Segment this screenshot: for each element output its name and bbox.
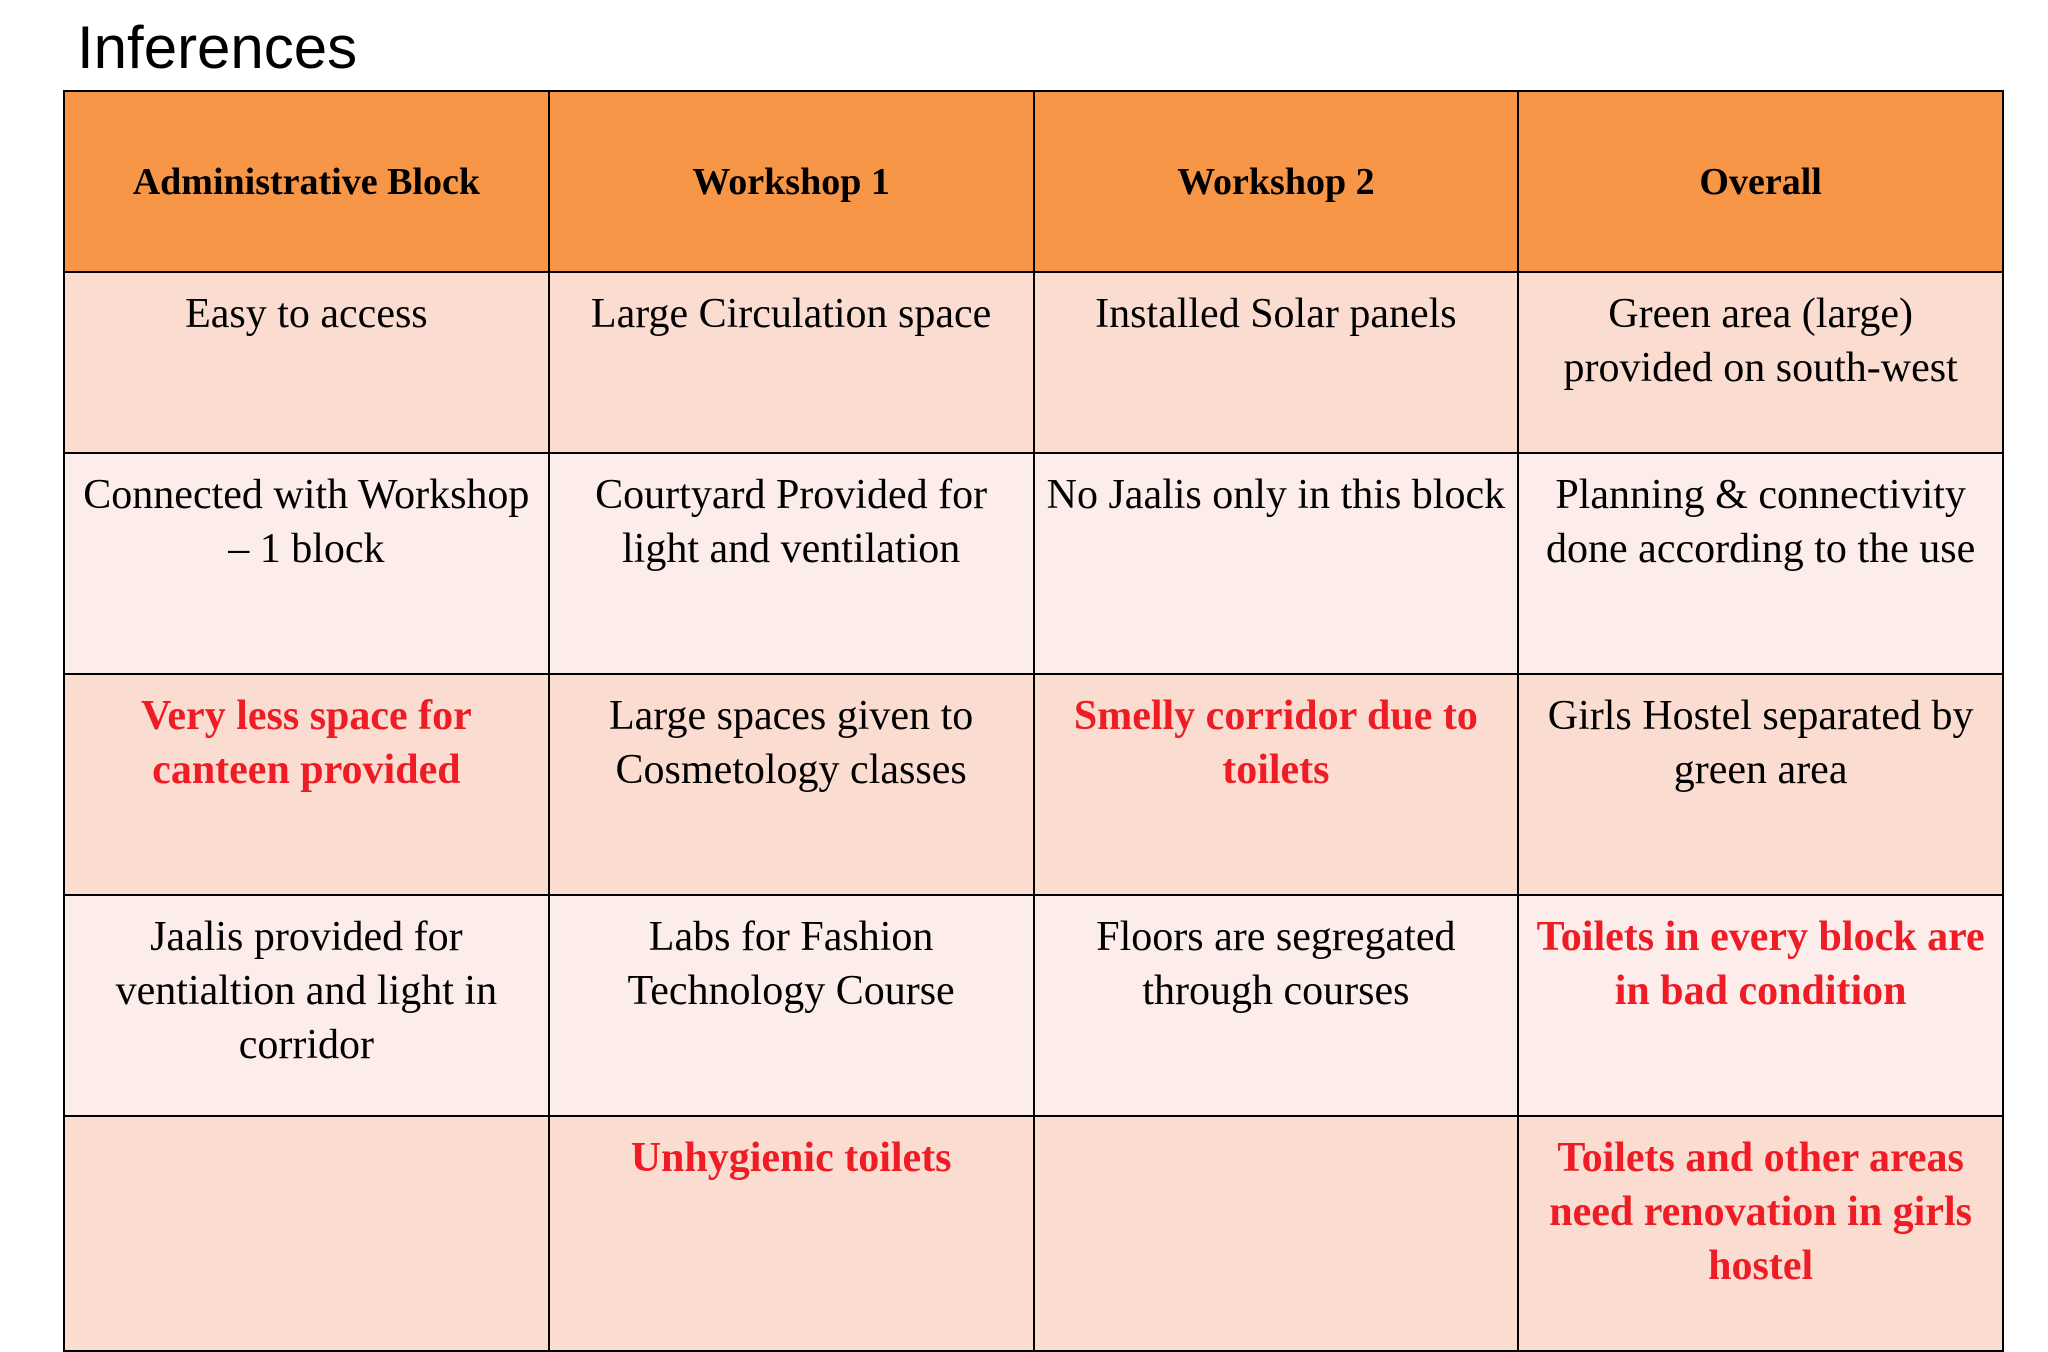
table-cell: Connected with Workshop – 1 block: [64, 453, 549, 674]
table-cell: Planning & connectivity done according to the use: [1518, 453, 2003, 674]
table-cell: Very less space for canteen provided: [64, 674, 549, 895]
inferences-table: [63, 90, 2004, 1352]
table-cell: Green area (large) provided on south-west: [1518, 272, 2003, 453]
table-cell: Smelly corridor due to toilets: [1034, 674, 1519, 895]
table-cell: Toilets and other areas need renovation in girls hostel: [1518, 1116, 2003, 1351]
table-row: [64, 272, 2003, 453]
table-cell: [1034, 1116, 1519, 1351]
table-cell: Large spaces given to Cosmetology classes: [549, 674, 1034, 895]
header-workshop-1: Workshop 1: [549, 91, 1034, 272]
table-cell: Unhygienic toilets: [549, 1116, 1034, 1351]
table-cell: Jaalis provided for ventialtion and light in corridor: [64, 895, 549, 1116]
header-overall: Overall: [1518, 91, 2003, 272]
header-workshop-2: Workshop 2: [1034, 91, 1519, 272]
table-cell: Easy to access: [64, 272, 549, 453]
header-administrative-block: Administrative Block: [64, 91, 549, 272]
table-row: [64, 453, 2003, 674]
header-row: [64, 91, 2003, 272]
table-cell: Courtyard Provided for light and ventilation: [549, 453, 1034, 674]
table-cell: Installed Solar panels: [1034, 272, 1519, 453]
table-cell: No Jaalis only in this block: [1034, 453, 1519, 674]
table-cell: [64, 1116, 549, 1351]
table-cell: Large Circulation space: [549, 272, 1034, 453]
table-cell: Toilets in every block are in bad condition: [1518, 895, 2003, 1116]
table-cell: Labs for Fashion Technology Course: [549, 895, 1034, 1116]
table-cell: Girls Hostel separated by green area: [1518, 674, 2003, 895]
page-title: Inferences: [77, 14, 358, 81]
table-row: [64, 1116, 2003, 1351]
table-row: [64, 674, 2003, 895]
table-row: [64, 895, 2003, 1116]
table-cell: Floors are segregated through courses: [1034, 895, 1519, 1116]
